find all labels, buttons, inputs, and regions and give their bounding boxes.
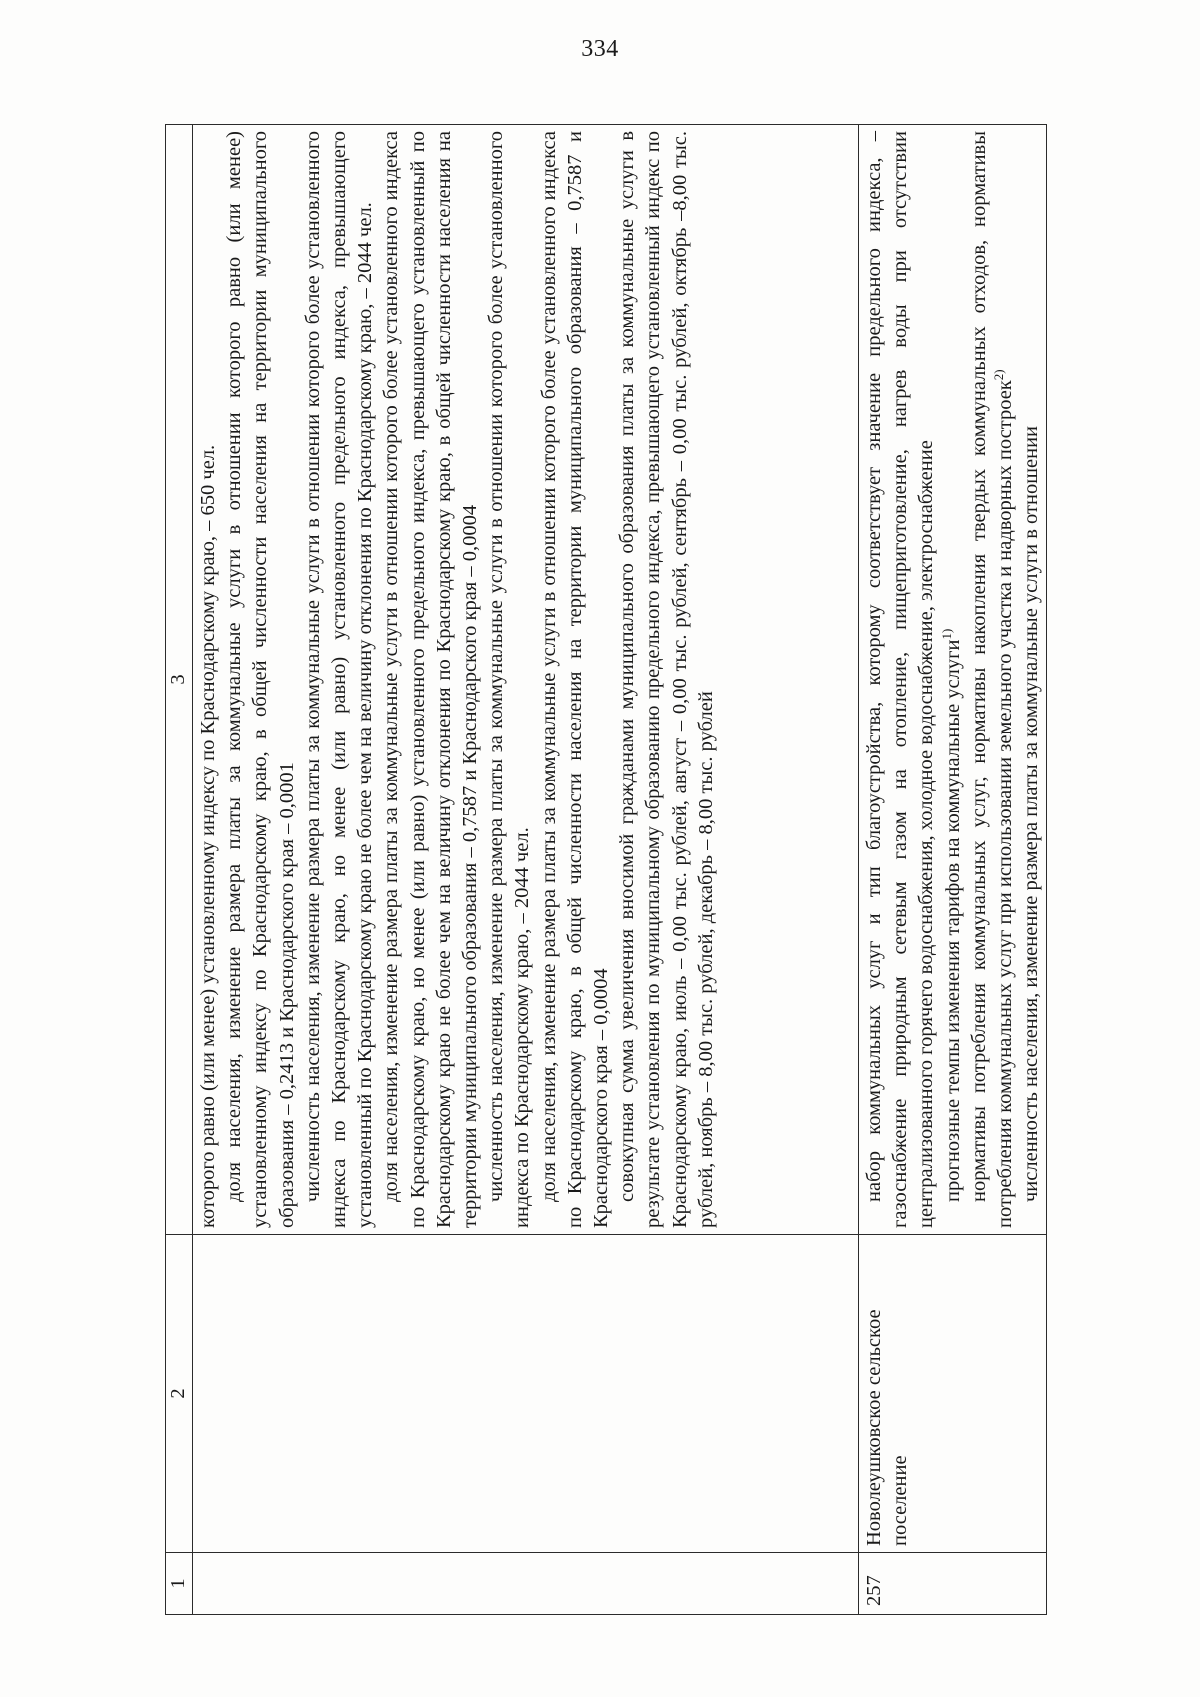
table-row-257 <box>859 125 1047 1615</box>
description-cell <box>193 125 859 1235</box>
footnote-marker: 2) <box>991 369 1007 381</box>
paragraph: доля населения, изменение размера платы за коммунальные услуги в отношении которого равно (или менее) установленному индексу по Краснодарскому краю, в общей численности населения на территории муниципального образования – 0,2413 и Краснодарского края – 0,0001 <box>223 131 298 1228</box>
footnote-marker: 1) <box>938 628 954 640</box>
paragraph <box>966 131 1018 1228</box>
table-row-continued <box>193 125 859 1615</box>
paragraph: которого равно (или менее) установленному индексу по Краснодарскому краю, – 650 чел. <box>197 444 219 1228</box>
paragraph: численность населения, изменение размера платы за коммунальные услуги в отношении <box>1020 425 1043 1202</box>
paragraph: доля населения, изменение размера платы за коммунальные услуги в отношении которого более установленного индекса по Краснодарскому краю, но менее (или равно) установленного предельного индекса, превышающего установленный по Краснодарскому краю не более чем на величину отклонения по Краснодарскому краю, в общей численности населения на территории муниципального образования – 0,7587 и Краснодарского края – 0,0004 <box>380 131 482 1228</box>
paragraph: численность населения, изменение размера платы за коммунальные услуги в отношении которого более установленного индекса по Краснодарскому краю, но менее (или равно) установленного предельного индекса, превышающего установленный по Краснодарскому краю не более чем на величину отклонения по Краснодарскому краю, – 2044 чел. <box>301 131 377 1228</box>
description-cell <box>859 125 1047 1235</box>
paragraph-text: прогнозные темпы изменения тарифов на коммунальные услуги <box>941 639 964 1202</box>
paragraph: численность населения, изменение размера платы за коммунальные услуги в отношении которого более установленного индекса по Краснодарскому краю, – 2044 чел. <box>485 131 534 1228</box>
settlement-name-cell: Новолеушковское сельское поселение <box>859 1235 1047 1553</box>
data-table <box>165 124 1047 1615</box>
paragraph: набор коммунальных услуг и тип благоустройства, которому соответствует значение предельного индекса, – газоснабжение природным сетевым газом на отопление, пищеприготовление, нагрев воды при отсутствии централизованного горячего водоснабжения, холодное водоснабжение, электроснабжение <box>863 131 938 1228</box>
settlement-name-cell <box>193 1235 859 1553</box>
paragraph: совокупная сумма увеличения вносимой гражданами муниципального образования платы за коммунальные услуги в результате установления по муниципальному образованию предельного индекса, превышающего установленный индекс по Краснодарскому краю, июль – 0,00 тыс. рублей, август – 0,00 тыс. рублей, сентябрь – 0,00 тыс. рублей, октябрь –8,00 тыс. рублей, ноябрь – 8,00 тыс. рублей, декабрь – 8,00 тыс. рублей <box>616 131 717 1228</box>
page-number: 334 <box>581 36 619 62</box>
paragraph: доля населения, изменение размера платы за коммунальные услуги в отношении которого более установленного индекса по Краснодарскому краю, в общей численности населения на территории муниципального образования – 0,7587 и Краснодарского края – 0,0004 <box>537 131 613 1228</box>
rotated-table-container <box>165 125 1105 1615</box>
column-header-2: 2 <box>166 1235 193 1553</box>
column-header-3: 3 <box>166 125 193 1235</box>
column-header-1: 1 <box>166 1553 193 1615</box>
column-header-row <box>166 125 193 1615</box>
row-number-cell <box>193 1553 859 1615</box>
paragraph-text: нормативы потребления коммунальных услуг, нормативы накопления твердых коммунальных отходов, нормативы потребления коммунальных услуг при использовании земельного участка и надворных построек <box>967 131 1017 1228</box>
paragraph <box>940 131 966 1228</box>
row-number-cell: 257 <box>859 1553 1047 1615</box>
